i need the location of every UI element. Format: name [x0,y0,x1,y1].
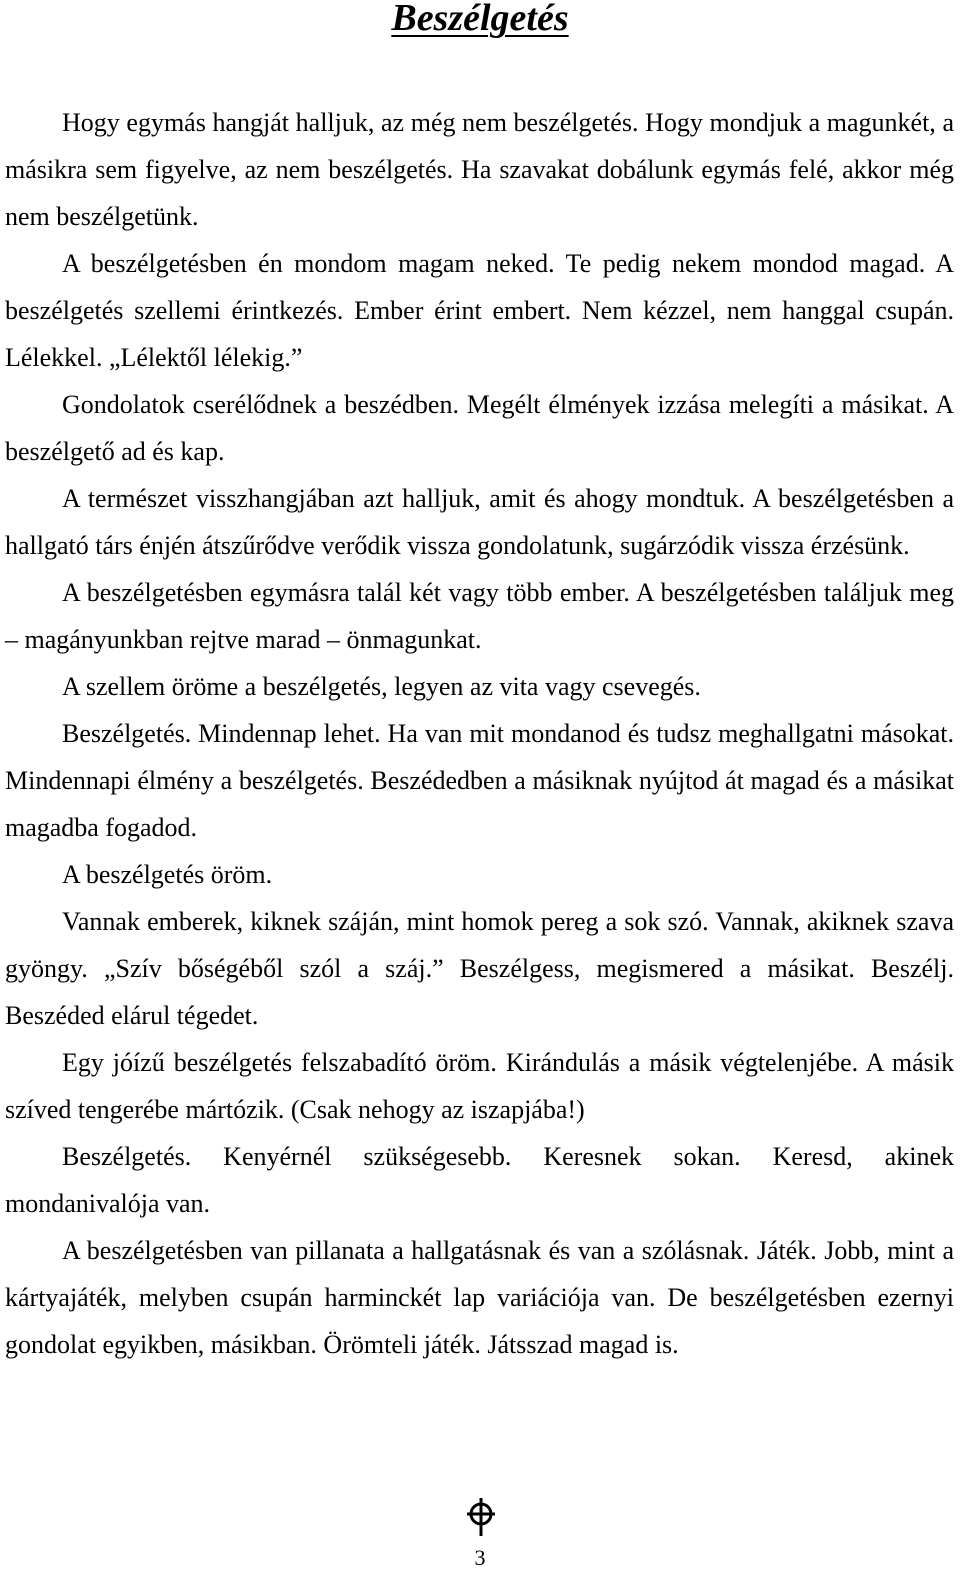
paragraph: A szellem öröme a beszélgetés, legyen az vita vagy csevegés. [62,672,701,701]
body-text [5,99,954,1368]
cross-in-circle-icon [464,1497,498,1537]
page-number: 3 [474,1545,486,1570]
page-title: Beszélgetés [391,0,569,39]
paragraph: A természet visszhangjában azt halljuk, amit és ahogy mondtuk. A beszélgetésben a hallgató társ énjén átszűrődve verődik vissza gondolatunk, sugárzódik vissza érzésünk. [5,484,954,560]
paragraph: A beszélgetésben van pillanata a hallgatásnak és van a szólásnak. Játék. Jobb, mint a kártyajáték, melyben csupán harminckét lap variációja van. De beszélgetésben ezernyi gondolat egyikben, másikban. Örömteli játék. Játsszad magad is. [5,1236,954,1359]
paragraph: Hogy egymás hangját halljuk, az még nem beszélgetés. Hogy mondjuk a magunkét, a másikra sem figyelve, az nem beszélgetés. Ha szavakat dobálunk egymás felé, akkor még nem beszélgetünk. [5,108,954,231]
paragraph: Beszélgetés. Kenyérnél szükségesebb. Keresnek sokan. Keresd, akinek mondanivalója van. [5,1142,954,1218]
paragraph: A beszélgetésben én mondom magam neked. Te pedig nekem mondod magad. A beszélgetés szellemi érintkezés. Ember érint embert. Nem kézzel, nem hanggal csupán. Lélekkel. „Lélektől lélekig.” [5,249,954,372]
paragraph: A beszélgetés öröm. [62,860,273,889]
paragraph: A beszélgetésben egymásra talál két vagy több ember. A beszélgetésben találjuk meg – magányunkban rejtve marad – önmagunkat. [5,578,954,654]
paragraph: Beszélgetés. Mindennap lehet. Ha van mit mondanod és tudsz meghallgatni másokat. Mindennapi élmény a beszélgetés. Beszédedben a másiknak nyújtod át magad és a másikat magadba fogadod. [5,719,954,842]
paragraph: Egy jóízű beszélgetés felszabadító öröm. Kirándulás a másik végtelenjébe. A másik szíved tengerébe mártózik. (Csak nehogy az iszapjába!) [5,1048,954,1124]
paragraph: Gondolatok cserélődnek a beszédben. Megélt élmények izzása melegíti a másikat. A beszélgető ad és kap. [5,390,954,466]
paragraph: Vannak emberek, kiknek száján, mint homok pereg a sok szó. Vannak, akiknek szava gyöngy. „Szív bőségéből szól a száj.” Beszélgess, megismered a másikat. Beszélj. Beszéded elárul tégedet. [5,907,954,1030]
